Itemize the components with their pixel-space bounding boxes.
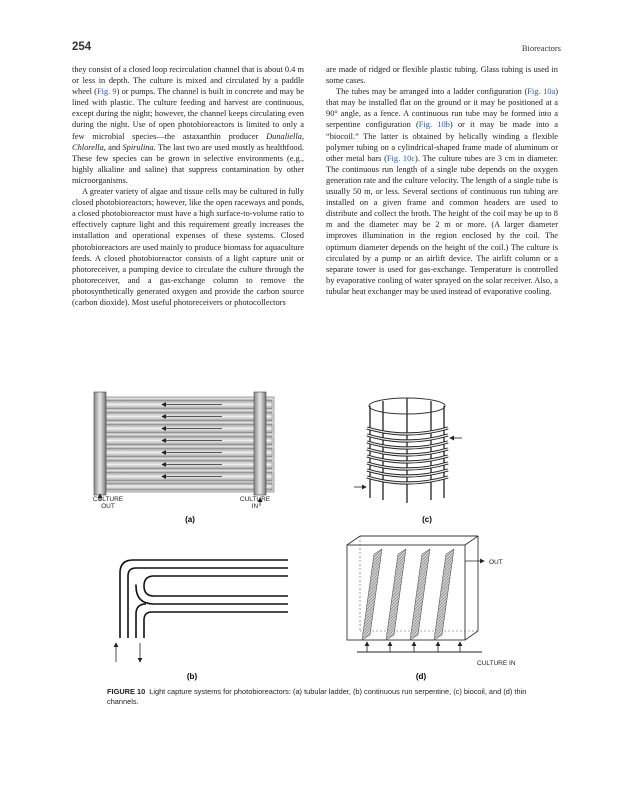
figure-10 (72, 388, 562, 688)
caption-label: FIGURE 10 (107, 687, 146, 696)
fig10a-link[interactable]: Fig. 10a (527, 87, 556, 97)
right-column (326, 64, 558, 297)
panel-d-label: (d) (415, 672, 427, 681)
page-number: 254 (72, 41, 92, 53)
panel-b-arrows (116, 643, 197, 681)
fig10c-link[interactable]: Fig. 10c (386, 153, 416, 163)
out-label: OUT (489, 559, 503, 566)
panel-a-ladder (93, 392, 274, 524)
left-column (72, 64, 304, 308)
figure-caption (107, 687, 557, 707)
fig9-link[interactable]: Fig. 9 (96, 87, 117, 97)
fig10b-link[interactable]: Fig. 10b (418, 120, 450, 130)
panel-d-thin-channels (347, 536, 516, 681)
caption-text: Light capture systems for photobioreactors: (a) tubular ladder, (b) continuous run serpentine, (c) biocoil, and (d) thin channels. (107, 687, 527, 706)
culture-in-label-d: CULTURE IN (477, 660, 516, 667)
left-paragraph-1: they consist of a closed loop recirculation channel that is about 0.4 m or less in depth. The culture is mixed and circulated by a paddle wheel (Fig. 9) or pumps. The channel is built in concrete and may be lined with plastic. The culture feeding and harvest are continuous, except during the night; however, the channel keeps circulating even during the night. Use of open photobioreactors is limited to only a few microbial species—the astaxanthin producer Dunaliella, Chlorella, and Spirulina. The last two are used mostly as healthfood. These few species can be grown in selective environments (e.g., highly alkaline and saline) that suppress contamination by other microorganisms. (72, 65, 304, 185)
right-paragraph-1: are made of ridged or flexible plastic tubing. Glass tubing is used in some cases. (326, 65, 558, 86)
culture-in-label-a: CULTURE IN (239, 496, 271, 510)
culture-out-label: CULTURE OUT (92, 496, 124, 510)
panel-c-label: (c) (422, 515, 432, 524)
right-paragraph-2: The tubes may be arranged into a ladder configuration (Fig. 10a) that may be installed flat on the ground or it may be positioned at a 90° angle, as a fence. A continuous run tube may be formed into a serpentine configuration (Fig. 10b) or it may be made into a “biocoil.” The latter is obtained by helically winding a flexible polymer tubing on a cylindrical-shaped frame made of aluminum or other metal bars (Fig. 10c). The culture tubes are 3 cm in diameter. The continuous run length of a single tube depends on the oxygen generation rate and the culture velocity. The length of a single tube is usually 50 m, or less. Several sections of continuous run tubing are installed on a given frame and common headers are used to distribute and collect the broth. The height of the coil may be up to 8 m and the diameter may be 2 m or more. (A larger diameter improves illumination in the region enclosed by the coil. The optimum diameter depends on the height of the coil.) The culture is circulated by a pump or an airlift device. The airlift column or a separate tower is used for gas-exchange. Temperature is controlled by evaporative cooling of water sprayed on the solar receiver. Also, a tubular heat exchanger may be used instead of evaporative cooling. (326, 87, 558, 296)
panel-c-biocoil (354, 398, 462, 524)
left-paragraph-2: A greater variety of algae and tissue cells may be cultured in fully closed photobioreactors; however, like the open raceways and ponds, a closed photobioreactor must have a high surface-to-volume ratio to effectively capture light and this requirement greatly increases the installation and operational expenses of these systems. Closed photobioreactors are used mainly to produce biomass for aquaculture feeds. A closed photobioreactor consists of a light capture unit or photoreceiver, a pumping device to circulate the culture through the photoreceiver, and a gas-exchange column to remove the photosynthetically generated oxygen and provide the carbon source (carbon dioxide). Most useful photoreceivers or photocollectors (72, 187, 304, 307)
panel-a-label: (a) (185, 515, 195, 524)
running-title: Bioreactors (521, 43, 561, 53)
panel-b-serpentine (120, 560, 288, 638)
panel-b-label: (b) (186, 672, 198, 681)
